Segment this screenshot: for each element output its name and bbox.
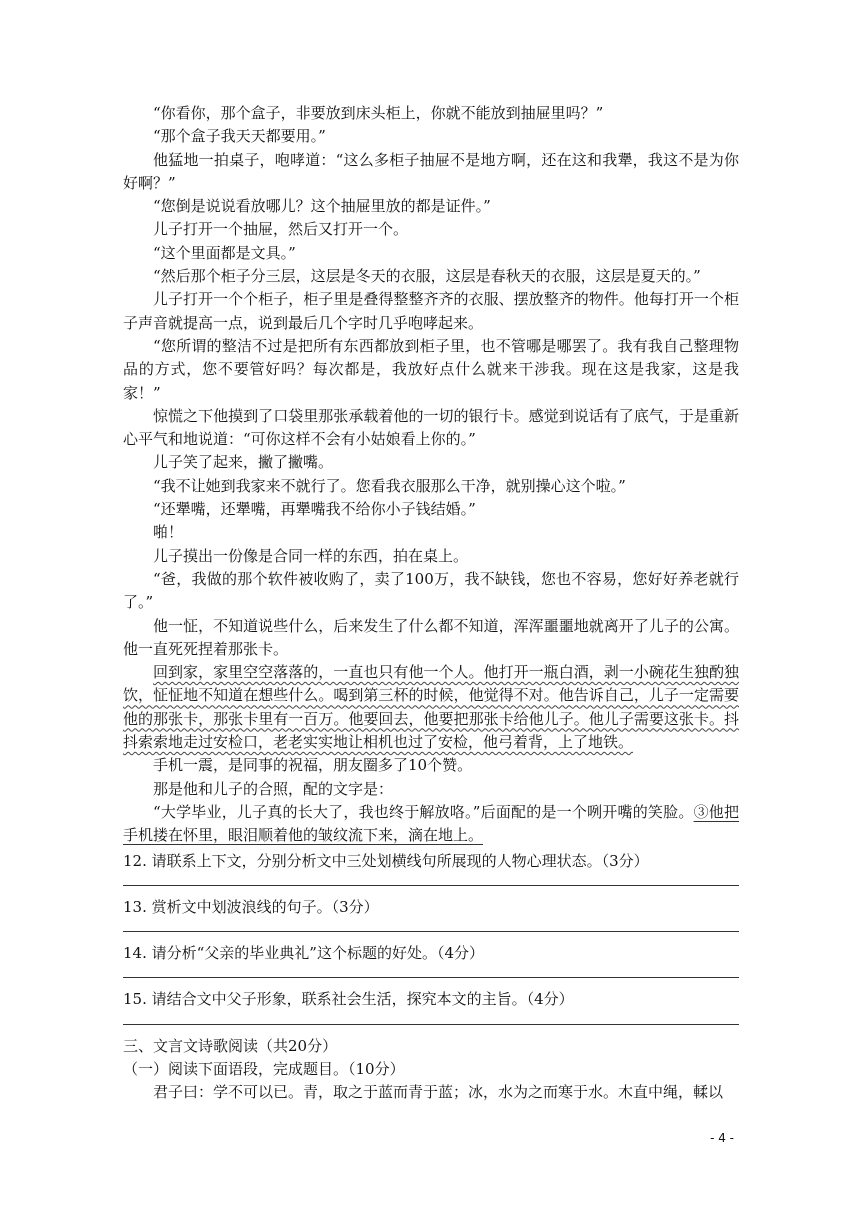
paragraph: 儿子摸出一份像是合同一样的东西，拍在桌上。 xyxy=(153,546,469,565)
paragraph: “我不让她到我家来不就行了。您看我衣服那么干净，就别操心这个啦。” xyxy=(153,476,626,495)
paragraph: 儿子打开一个个柜子，柜子里是叠得整整齐齐的衣服、摆放整齐的物件。他每打开一个柜子声音就提高一点，说到最后几个字时几乎咆哮起来。 xyxy=(123,290,739,332)
question-13: 13. 赏析文中划波浪线的句子。（3分） xyxy=(123,897,379,916)
page-content xyxy=(123,102,739,1105)
paragraph-wavy-underlined xyxy=(123,661,739,754)
answer-line[interactable] xyxy=(123,1024,739,1025)
question-12: 12. 请联系上下文，分别分析文中三处划横线句所展现的人物心理状态。（3分） xyxy=(123,851,649,870)
paragraph-text: “大学毕业，儿子真的长大了，我也终于解放咯。”后面配的是一个咧开嘴的笑脸。 xyxy=(153,802,694,821)
answer-line[interactable] xyxy=(123,977,739,978)
paragraph: 儿子打开一个抽屉，然后又打开一个。 xyxy=(153,220,409,239)
question-14: 14. 请分析“父亲的毕业典礼”这个标题的好处。（4分） xyxy=(123,944,485,963)
underlined-sentence-3: ③他把手机搂在怀里，眼泪顺着他的皱纹流下来，滴在地上。 xyxy=(123,802,739,845)
section-heading: 三、文言文诗歌阅读（共20分） xyxy=(123,1036,338,1055)
paragraph: “你看你，那个盒子，非要放到床头柜上，你就不能放到抽屉里吗？” xyxy=(153,104,604,122)
classical-text: 君子曰：学不可以已。青，取之于蓝而青于蓝；冰，水为之而寒于水。木直中绳，輮以 xyxy=(153,1083,724,1102)
paragraph: 啪！ xyxy=(153,523,184,542)
paragraph: 他一怔，不知道说些什么，后来发生了什么都不知道，浑浑噩噩地就离开了儿子的公寓。他一直死死捏着那张卡。 xyxy=(123,616,739,658)
wavy-underline-text: 回到家，家里空空落落的，一直也只有他一个人。他打开一瓶白酒，剥一小碗花生独酌独饮，怔怔地不知道在想些什么。喝到第三杯的时候，他觉得不对。他告诉自己，儿子一定需要他的那张卡，那张卡里有一百万。他要回去，他要把那张卡给他儿子。他儿子需要这张卡。抖抖索索地走过安检口，老老实实地让相机也过了安检，他弓着背，上了地铁。 xyxy=(123,663,739,752)
paragraph: “您所谓的整洁不过是把所有东西都放到柜子里，也不管哪是哪罢了。我有我自己整理物品的方式，您不要管好吗？每次都是，我放好点什么就来干涉我。现在这是我家，这是我家！” xyxy=(123,336,739,402)
question-15: 15. 请结合文中父子形象，联系社会生活，探究本文的主旨。（4分） xyxy=(123,990,574,1009)
paragraph: “您倒是说说看放哪儿？这个抽屉里放的都是证件。” xyxy=(153,197,491,216)
paragraph: 惊慌之下他摸到了口袋里那张承载着他的一切的银行卡。感觉到说话有了底气，于是重新心平气和地说道：“可你这样不会有小姑娘看上你的。” xyxy=(123,406,739,449)
answer-line[interactable] xyxy=(123,885,739,886)
paragraph: 儿子笑了起来，撇了撇嘴。 xyxy=(153,453,334,472)
paragraph: “那个盒子我天天都要用。” xyxy=(153,127,326,146)
paragraph: “这个里面都是文具。” xyxy=(153,243,296,262)
page-number: - 4 - xyxy=(710,1131,734,1145)
paragraph: 那是他和儿子的合照，配的文字是： xyxy=(153,779,394,798)
paragraph: “还犟嘴，还犟嘴，再犟嘴我不给你小子钱结婚。” xyxy=(153,500,476,519)
paragraph: “爸，我做的那个软件被收购了，卖了100万，我不缺钱，您也不容易，您好好养老就行了。” xyxy=(123,569,739,612)
answer-line[interactable] xyxy=(123,931,739,932)
paragraph: 他猛地一拍桌子，咆哮道：“这么多柜子抽屉不是地方啊，还在这和我犟，我这不是为你好啊？” xyxy=(123,150,739,192)
paragraph: 手机一震，是同事的祝福，朋友圈多了10个赞。 xyxy=(153,756,473,775)
subsection-heading: （一）阅读下面语段，完成题目。（10分） xyxy=(123,1059,405,1078)
paragraph xyxy=(123,801,739,848)
paragraph: “然后那个柜子分三层，这层是冬天的衣服，这层是春秋天的衣服，这层是夏天的。” xyxy=(153,267,701,286)
